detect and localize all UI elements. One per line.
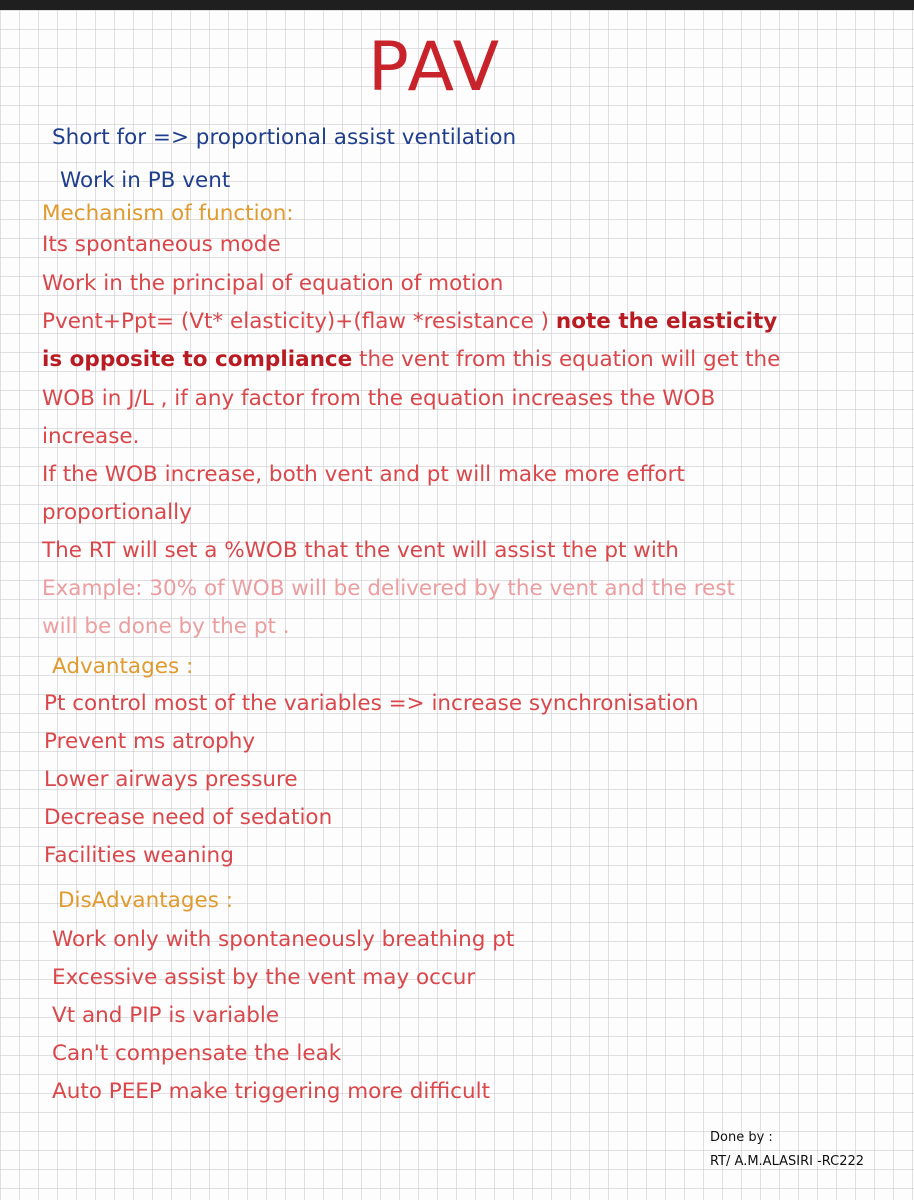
disadvantage-item: Auto PEEP make triggering more difficult (52, 1079, 491, 1104)
compliance-note: is opposite to compliance (42, 347, 353, 372)
rt-set-line: The RT will set a %WOB that the vent will assist the pt with (42, 538, 679, 563)
disadvantage-item: Can't compensate the leak (52, 1041, 342, 1066)
advantages-heading: Advantages : (52, 654, 194, 679)
wob-increase-line-2: proportionally (42, 500, 192, 525)
increase-line: increase. (42, 424, 140, 449)
wob-unit-line: WOB in J/L , if any factor from the equation increases the WOB (42, 386, 716, 411)
short-for-line: Short for => proportional assist ventilation (52, 125, 517, 150)
advantage-item: Prevent ms atrophy (44, 729, 256, 754)
advantage-item: Lower airways pressure (44, 767, 298, 792)
disadvantage-item: Excessive assist by the vent may occur (52, 965, 476, 990)
disadvantages-heading: DisAdvantages : (58, 888, 233, 913)
done-by-label: Done by : (710, 1130, 773, 1145)
vent-equation-text: the vent from this equation will get the (352, 347, 781, 372)
elasticity-note: note the elasticity (555, 309, 778, 334)
work-in-line: Work in PB vent (60, 168, 231, 193)
disadvantage-item: Work only with spontaneously breathing pt (52, 927, 515, 952)
advantage-item: Decrease need of sedation (44, 805, 333, 830)
advantage-item: Pt control most of the variables => increase synchronisation (44, 691, 699, 716)
equation-text: Pvent+Ppt= (Vt* elasticity)+(flaw *resistance ) (42, 309, 556, 334)
page-title: PAV (367, 28, 503, 107)
example-line-1: Example: 30% of WOB will be delivered by the vent and the rest (42, 576, 735, 601)
mechanism-heading: Mechanism of function: (42, 201, 294, 226)
advantage-item: Facilities weaning (44, 843, 234, 868)
example-line-2: will be done by the pt . (42, 614, 290, 639)
top-bar (0, 0, 914, 10)
wob-increase-line-1: If the WOB increase, both vent and pt will make more effort (42, 462, 685, 487)
author-credit: RT/ A.M.ALASIRI -RC222 (710, 1154, 865, 1169)
compliance-line (42, 345, 780, 375)
mechanism-line-1: Its spontaneous mode (42, 232, 281, 257)
equation-line (42, 307, 777, 337)
disadvantage-item: Vt and PIP is variable (52, 1003, 280, 1028)
mechanism-line-2: Work in the principal of equation of motion (42, 271, 504, 296)
